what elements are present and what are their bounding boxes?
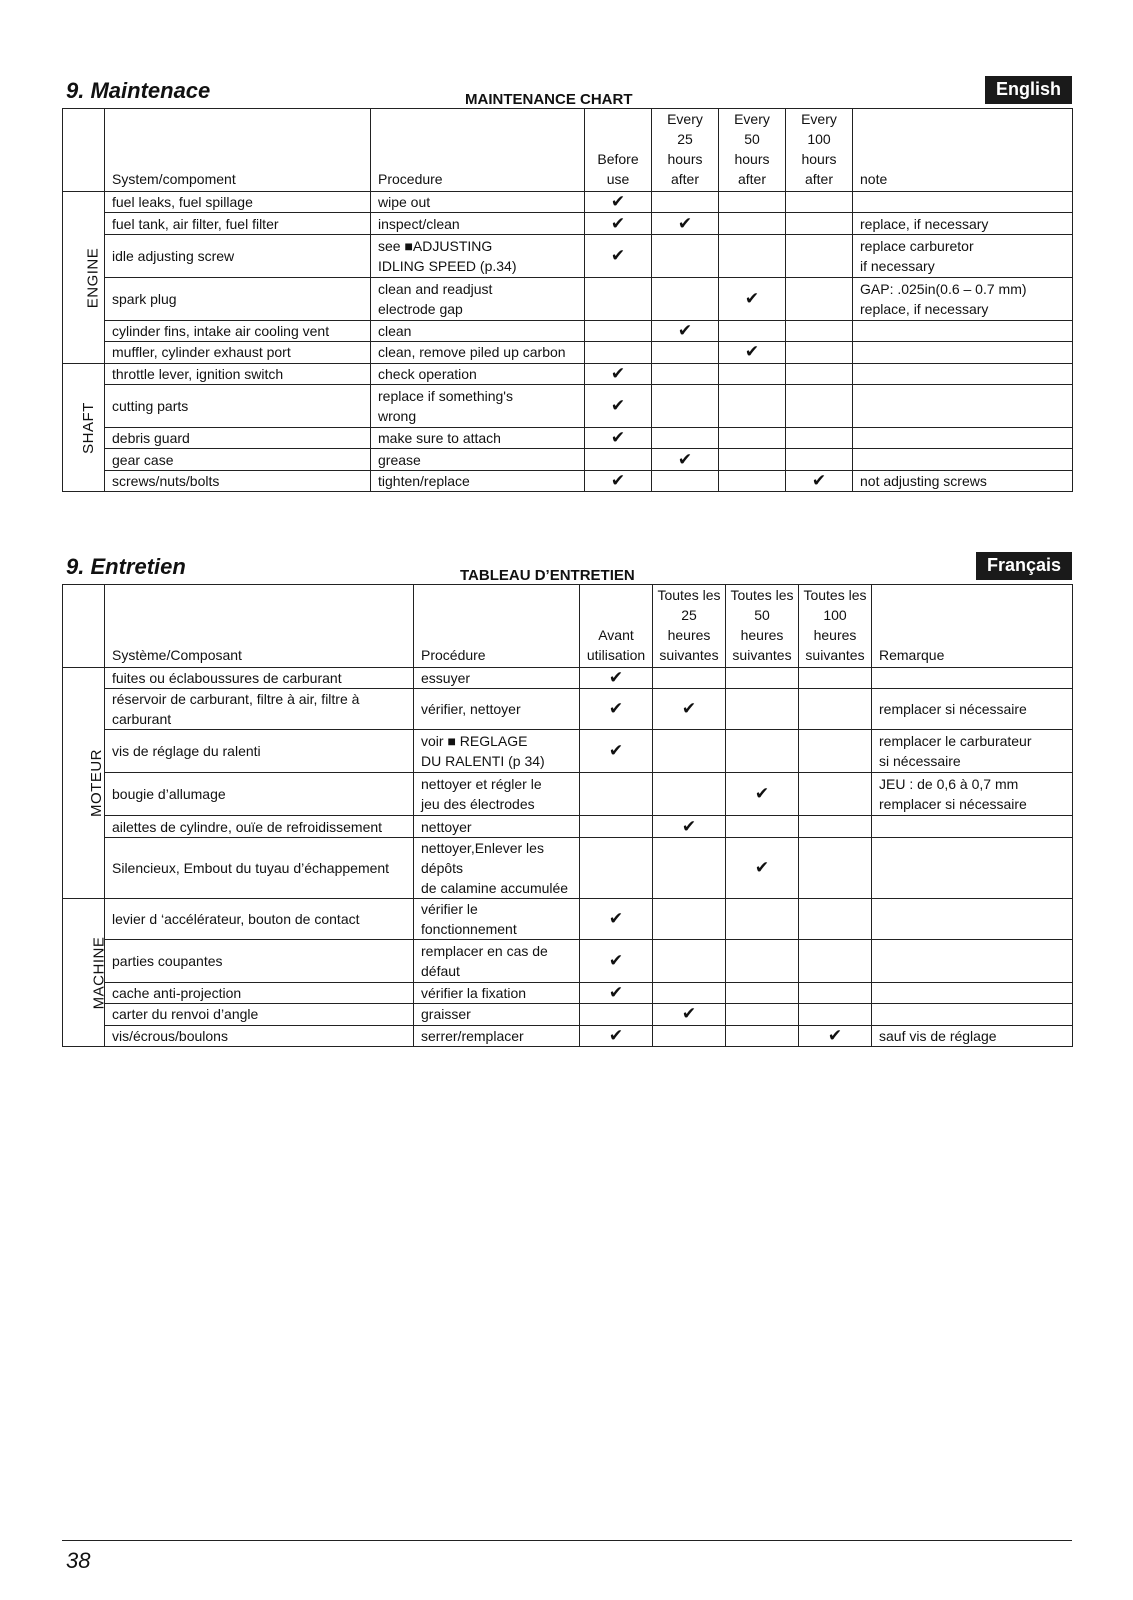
empty-check-cell: [786, 277, 853, 320]
check-mark: ✔: [580, 1025, 653, 1046]
header-row: [63, 585, 1073, 668]
table-row: [63, 427, 1073, 448]
table-row: [63, 449, 1073, 470]
note-cell: [872, 982, 1073, 1003]
procedure-cell: nettoyer et régler le jeu des électrodes: [414, 773, 580, 816]
empty-check-cell: [726, 816, 799, 837]
procedure-cell: remplacer en cas de défaut: [414, 939, 580, 982]
header-interval: [653, 585, 726, 668]
empty-check-cell: [726, 668, 799, 689]
procedure-cell: clean and readjust electrode gap: [371, 277, 585, 320]
language-badge: Français: [976, 552, 1072, 580]
system-cell: parties coupantes: [105, 939, 414, 982]
procedure-cell: vérifier, nettoyer: [414, 689, 580, 730]
empty-check-cell: [580, 816, 653, 837]
note-cell: [872, 837, 1073, 898]
note-cell: [853, 342, 1073, 363]
maintenance-section-french: [62, 548, 1072, 1047]
table-row: [63, 234, 1073, 277]
check-mark: ✔: [580, 689, 653, 730]
table-row: [63, 470, 1073, 491]
row-group-moteur: [63, 668, 105, 899]
empty-check-cell: [585, 277, 652, 320]
table-row: [63, 213, 1073, 234]
header-interval-label: Every 25 hours after: [667, 111, 703, 187]
table-row: [63, 1004, 1073, 1025]
procedure-cell: replace if something's wrong: [371, 384, 585, 427]
maintenance-table: [62, 584, 1073, 1047]
table-row: [63, 982, 1073, 1003]
note-cell: replace carburetor if necessary: [853, 234, 1073, 277]
system-cell: fuel leaks, fuel spillage: [105, 192, 371, 213]
empty-check-cell: [726, 898, 799, 939]
header-interval-label: Every 50 hours after: [734, 111, 770, 187]
header-group-cell: [63, 585, 105, 668]
note-cell: [853, 363, 1073, 384]
check-mark: ✔: [585, 470, 652, 491]
system-cell: gear case: [105, 449, 371, 470]
note-cell: JEU : de 0,6 à 0,7 mm remplacer si nécessaire: [872, 773, 1073, 816]
header-interval-label: Avant utilisation: [586, 627, 646, 663]
table-header: [63, 109, 1073, 192]
system-cell: cutting parts: [105, 384, 371, 427]
header-row: [63, 109, 1073, 192]
table-header: [63, 585, 1073, 668]
system-cell: spark plug: [105, 277, 371, 320]
empty-check-cell: [786, 449, 853, 470]
table-row: [63, 363, 1073, 384]
header-procedure: Procedure: [371, 109, 585, 192]
note-cell: [872, 668, 1073, 689]
procedure-cell: vérifier la fixation: [414, 982, 580, 1003]
note-cell: [872, 898, 1073, 939]
procedure-cell: inspect/clean: [371, 213, 585, 234]
procedure-cell: tighten/replace: [371, 470, 585, 491]
table-row: [63, 898, 1073, 939]
check-mark: ✔: [580, 982, 653, 1003]
check-mark: ✔: [719, 342, 786, 363]
system-cell: idle adjusting screw: [105, 234, 371, 277]
empty-check-cell: [719, 427, 786, 448]
empty-check-cell: [580, 773, 653, 816]
system-cell: ailettes de cylindre, ouïe de refroidissement: [105, 816, 414, 837]
header-interval-label: Toutes les 25 heures suivantes: [657, 587, 721, 663]
empty-check-cell: [652, 363, 719, 384]
empty-check-cell: [652, 384, 719, 427]
header-interval-label: Toutes les 50 heures suivantes: [730, 587, 794, 663]
table-row: [63, 192, 1073, 213]
empty-check-cell: [719, 320, 786, 341]
section-header: [62, 548, 1072, 584]
note-cell: remplacer si nécessaire: [872, 689, 1073, 730]
table-row: [63, 939, 1073, 982]
procedure-cell: essuyer: [414, 668, 580, 689]
table-body: [63, 668, 1073, 1047]
note-cell: [853, 192, 1073, 213]
empty-check-cell: [652, 342, 719, 363]
procedure-cell: clean: [371, 320, 585, 341]
empty-check-cell: [799, 939, 872, 982]
group-label: ENGINE: [84, 247, 102, 309]
procedure-cell: nettoyer: [414, 816, 580, 837]
system-cell: cylinder fins, intake air cooling vent: [105, 320, 371, 341]
note-cell: [853, 449, 1073, 470]
table-row: [63, 342, 1073, 363]
empty-check-cell: [786, 342, 853, 363]
empty-check-cell: [585, 342, 652, 363]
procedure-cell: vérifier le fonctionnement: [414, 898, 580, 939]
header-note: note: [853, 109, 1073, 192]
system-cell: screws/nuts/bolts: [105, 470, 371, 491]
check-mark: ✔: [652, 213, 719, 234]
system-cell: fuites ou éclaboussures de carburant: [105, 668, 414, 689]
table-body: [63, 192, 1073, 492]
empty-check-cell: [726, 939, 799, 982]
system-cell: levier d ‘accélérateur, bouton de contact: [105, 898, 414, 939]
empty-check-cell: [653, 982, 726, 1003]
empty-check-cell: [653, 1025, 726, 1046]
procedure-cell: grease: [371, 449, 585, 470]
empty-check-cell: [719, 470, 786, 491]
empty-check-cell: [653, 668, 726, 689]
check-mark: ✔: [580, 730, 653, 773]
procedure-cell: serrer/remplacer: [414, 1025, 580, 1046]
header-interval: [726, 585, 799, 668]
header-interval: [719, 109, 786, 192]
row-group-shaft: [63, 363, 105, 492]
table-row: [63, 816, 1073, 837]
empty-check-cell: [580, 837, 653, 898]
empty-check-cell: [799, 982, 872, 1003]
procedure-cell: clean, remove piled up carbon: [371, 342, 585, 363]
procedure-cell: voir ■ REGLAGE DU RALENTI (p 34): [414, 730, 580, 773]
table-row: [63, 277, 1073, 320]
empty-check-cell: [726, 1025, 799, 1046]
note-cell: replace, if necessary: [853, 213, 1073, 234]
empty-check-cell: [719, 363, 786, 384]
note-cell: sauf vis de réglage: [872, 1025, 1073, 1046]
table-row: [63, 384, 1073, 427]
empty-check-cell: [786, 384, 853, 427]
empty-check-cell: [585, 320, 652, 341]
check-mark: ✔: [580, 668, 653, 689]
system-cell: vis/écrous/boulons: [105, 1025, 414, 1046]
group-label: MOTEUR: [88, 749, 105, 818]
system-cell: throttle lever, ignition switch: [105, 363, 371, 384]
system-cell: carter du renvoi d’angle: [105, 1004, 414, 1025]
system-cell: debris guard: [105, 427, 371, 448]
table-row: [63, 837, 1073, 898]
note-cell: [853, 384, 1073, 427]
header-interval: [786, 109, 853, 192]
empty-check-cell: [653, 837, 726, 898]
check-mark: ✔: [580, 939, 653, 982]
header-interval-label: Before use: [597, 151, 639, 187]
note-cell: [853, 427, 1073, 448]
header-system: System/compoment: [105, 109, 371, 192]
maintenance-section-english: [62, 72, 1072, 492]
header-interval: [799, 585, 872, 668]
section-header: [62, 72, 1072, 108]
system-cell: muffler, cylinder exhaust port: [105, 342, 371, 363]
empty-check-cell: [799, 773, 872, 816]
procedure-cell: nettoyer,Enlever les dépôts de calamine accumulée: [414, 837, 580, 898]
table-row: [63, 730, 1073, 773]
header-interval: [585, 109, 652, 192]
empty-check-cell: [653, 939, 726, 982]
procedure-cell: graisser: [414, 1004, 580, 1025]
empty-check-cell: [799, 898, 872, 939]
empty-check-cell: [786, 192, 853, 213]
row-group-machine: [63, 898, 108, 1046]
empty-check-cell: [786, 427, 853, 448]
system-cell: bougie d’allumage: [105, 773, 414, 816]
empty-check-cell: [726, 1004, 799, 1025]
procedure-cell: make sure to attach: [371, 427, 585, 448]
group-label: SHAFT: [79, 402, 97, 454]
empty-check-cell: [719, 384, 786, 427]
check-mark: ✔: [653, 1004, 726, 1025]
check-mark: ✔: [719, 277, 786, 320]
note-cell: [872, 816, 1073, 837]
empty-check-cell: [653, 730, 726, 773]
chart-title: MAINTENANCE CHART: [465, 91, 633, 108]
empty-check-cell: [652, 470, 719, 491]
note-cell: [872, 1004, 1073, 1025]
empty-check-cell: [799, 689, 872, 730]
check-mark: ✔: [585, 213, 652, 234]
table-row: [63, 689, 1073, 730]
check-mark: ✔: [585, 363, 652, 384]
header-note: Remarque: [872, 585, 1073, 668]
empty-check-cell: [799, 668, 872, 689]
empty-check-cell: [799, 816, 872, 837]
section-title: 9. Entretien: [66, 554, 186, 579]
empty-check-cell: [652, 192, 719, 213]
table-row: [63, 320, 1073, 341]
check-mark: ✔: [726, 837, 799, 898]
row-group-engine: [63, 192, 105, 364]
table-row: [63, 773, 1073, 816]
system-cell: vis de réglage du ralenti: [105, 730, 414, 773]
empty-check-cell: [786, 363, 853, 384]
empty-check-cell: [799, 730, 872, 773]
note-cell: remplacer le carburateur si nécessaire: [872, 730, 1073, 773]
note-cell: [872, 939, 1073, 982]
check-mark: ✔: [585, 234, 652, 277]
check-mark: ✔: [726, 773, 799, 816]
language-badge: English: [985, 76, 1072, 104]
note-cell: [853, 320, 1073, 341]
empty-check-cell: [786, 234, 853, 277]
check-mark: ✔: [652, 320, 719, 341]
empty-check-cell: [799, 1004, 872, 1025]
table-row: [63, 668, 1073, 689]
check-mark: ✔: [653, 689, 726, 730]
note-cell: not adjusting screws: [853, 470, 1073, 491]
empty-check-cell: [652, 277, 719, 320]
empty-check-cell: [719, 192, 786, 213]
header-system: Système/Composant: [105, 585, 414, 668]
empty-check-cell: [719, 234, 786, 277]
empty-check-cell: [786, 213, 853, 234]
check-mark: ✔: [585, 427, 652, 448]
maintenance-table: [62, 108, 1073, 492]
empty-check-cell: [726, 730, 799, 773]
chart-title: TABLEAU D’ENTRETIEN: [460, 567, 635, 584]
empty-check-cell: [580, 1004, 653, 1025]
check-mark: ✔: [652, 449, 719, 470]
header-interval-label: Toutes les 100 heures suivantes: [803, 587, 867, 663]
check-mark: ✔: [786, 470, 853, 491]
note-cell: GAP: .025in(0.6 – 0.7 mm) replace, if necessary: [853, 277, 1073, 320]
check-mark: ✔: [653, 816, 726, 837]
header-procedure: Procédure: [414, 585, 580, 668]
empty-check-cell: [653, 773, 726, 816]
empty-check-cell: [652, 427, 719, 448]
header-interval: [652, 109, 719, 192]
header-interval-label: Every 100 hours after: [801, 111, 837, 187]
system-cell: réservoir de carburant, filtre à air, filtre à carburant: [105, 689, 414, 730]
footer-divider: [62, 1540, 1072, 1541]
empty-check-cell: [585, 449, 652, 470]
empty-check-cell: [653, 898, 726, 939]
empty-check-cell: [719, 213, 786, 234]
empty-check-cell: [726, 689, 799, 730]
system-cell: fuel tank, air filter, fuel filter: [105, 213, 371, 234]
empty-check-cell: [726, 982, 799, 1003]
page-number: 38: [66, 1548, 91, 1573]
empty-check-cell: [719, 449, 786, 470]
check-mark: ✔: [580, 898, 653, 939]
table-row: [63, 1025, 1073, 1046]
group-label: MACHINE: [90, 936, 108, 1010]
system-cell: cache anti-projection: [105, 982, 414, 1003]
header-group-cell: [63, 109, 105, 192]
procedure-cell: see ■ADJUSTING IDLING SPEED (p.34): [371, 234, 585, 277]
empty-check-cell: [652, 234, 719, 277]
procedure-cell: wipe out: [371, 192, 585, 213]
system-cell: Silencieux, Embout du tuyau d’échappement: [105, 837, 414, 898]
check-mark: ✔: [585, 384, 652, 427]
empty-check-cell: [799, 837, 872, 898]
empty-check-cell: [786, 320, 853, 341]
check-mark: ✔: [799, 1025, 872, 1046]
procedure-cell: check operation: [371, 363, 585, 384]
section-title: 9. Maintenace: [66, 78, 211, 103]
check-mark: ✔: [585, 192, 652, 213]
header-interval: [580, 585, 653, 668]
